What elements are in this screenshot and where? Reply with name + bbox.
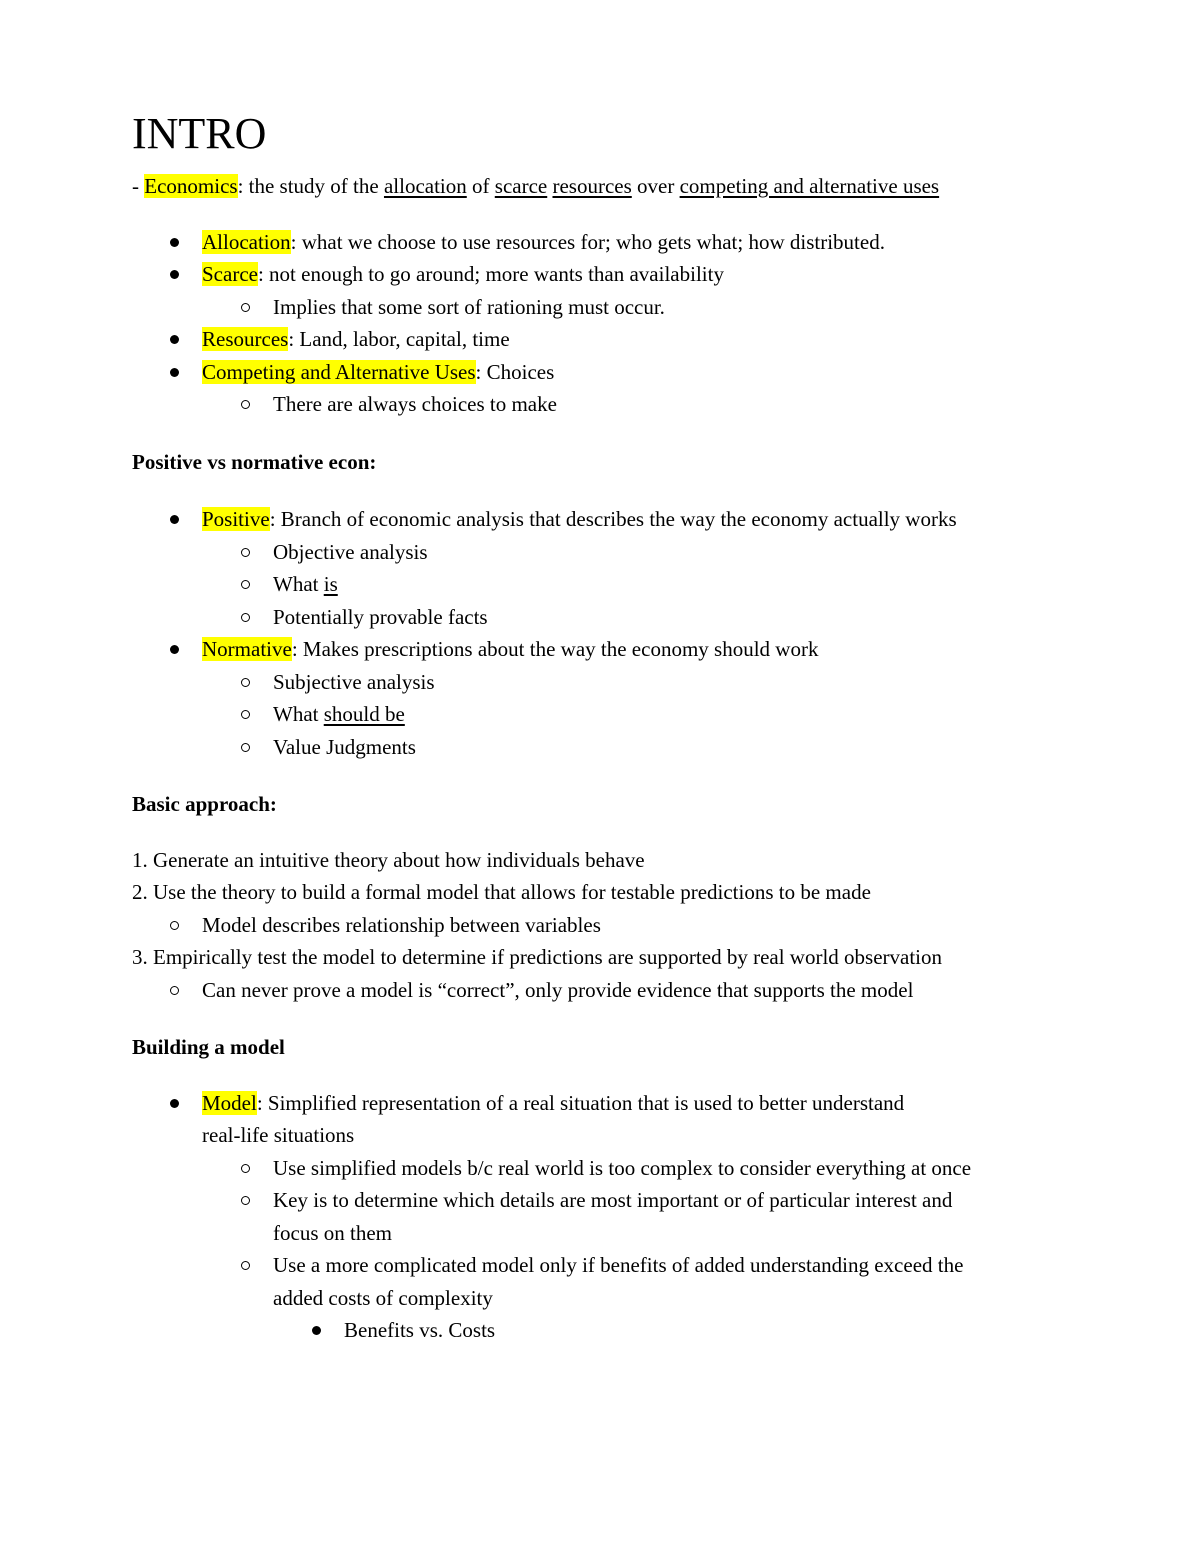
bullet-icon: [170, 1099, 179, 1108]
allocation-term: Allocation: [202, 229, 291, 254]
model-term: Model: [202, 1090, 257, 1115]
list-item: [132, 1314, 1072, 1347]
list-item: [132, 388, 1072, 421]
list-item: [132, 1184, 1072, 1217]
circle-bullet-icon: [241, 1164, 250, 1173]
sub-bullet-text: focus on them: [273, 1220, 392, 1245]
document-page: [132, 108, 1072, 1347]
positive-term: Positive: [202, 507, 270, 531]
list-item-continuation: [132, 1217, 1072, 1250]
circle-bullet-icon: [241, 743, 250, 752]
list-item: [132, 1249, 1072, 1282]
should-be-underlined: should be: [323, 702, 405, 726]
bullet-text: : Branch of economic analysis that describes the way the economy actually works: [269, 507, 957, 531]
sub-bullet-text: Objective analysis: [273, 539, 428, 564]
numbered-item: 2. Use the theory to build a formal model that allows for testable predictions to be made: [132, 880, 871, 904]
circle-bullet-icon: [241, 400, 250, 409]
circle-bullet-icon: [170, 921, 179, 930]
definition-text: : the study of the: [237, 174, 384, 198]
sub-bullet-text: Can never prove a model is “correct”, only provide evidence that supports the model: [202, 977, 914, 1002]
sub-bullet-text: Potentially provable facts: [273, 604, 488, 629]
circle-bullet-icon: [241, 1196, 250, 1205]
circle-bullet-icon: [241, 1261, 250, 1270]
section-heading-positive-normative: Positive vs normative econ:: [132, 449, 377, 474]
bullet-text: : Choices: [475, 359, 555, 384]
bullet-icon: [170, 238, 179, 247]
circle-bullet-icon: [241, 678, 250, 687]
list-item: [132, 698, 1072, 731]
bullet-text: : Land, labor, capital, time: [288, 327, 510, 351]
list-item: [132, 536, 1072, 569]
is-underlined: is: [323, 572, 338, 596]
sub-bullet-text: Value Judgments: [273, 734, 416, 759]
normative-term: Normative: [202, 637, 292, 661]
circle-bullet-icon: [241, 548, 250, 557]
circle-bullet-icon: [241, 710, 250, 719]
competing-term: Competing and Alternative Uses: [202, 359, 476, 384]
economics-definition: [132, 170, 1072, 203]
list-item: [132, 666, 1072, 699]
list-item: [132, 503, 1072, 536]
list-item: [132, 1087, 1072, 1120]
scarce-term: Scarce: [202, 262, 258, 286]
section-heading-building-model: Building a model: [132, 1035, 285, 1059]
bullet-icon: [170, 270, 179, 279]
bullet-text: real-life situations: [202, 1123, 355, 1147]
uses-underlined: competing and alternative uses: [679, 174, 940, 198]
scarce-underlined: scarce: [494, 174, 548, 198]
list-item-continuation: [132, 1282, 1072, 1315]
resources-underlined: resources: [552, 174, 632, 198]
list-item: [132, 291, 1072, 324]
sub-bullet-text: Implies that some sort of rationing must occur.: [273, 294, 665, 319]
list-item: [132, 974, 1072, 1007]
sub-bullet-text: Model describes relationship between variables: [202, 912, 601, 937]
sub-bullet-text: added costs of complexity: [273, 1285, 493, 1310]
dash: -: [132, 174, 145, 198]
list-item: [132, 731, 1072, 764]
page-title: INTRO: [132, 109, 267, 158]
economics-term: Economics: [144, 174, 238, 198]
bullet-text: : Simplified representation of a real situation that is used to better understand: [256, 1090, 905, 1115]
list-item: [132, 1152, 1072, 1185]
allocation-underlined: allocation: [383, 174, 467, 198]
list-item: [132, 633, 1072, 666]
list-item: [132, 323, 1072, 356]
bullet-icon: [170, 335, 179, 344]
list-item: [132, 909, 1072, 942]
bullet-text: : Makes prescriptions about the way the economy should work: [291, 637, 819, 661]
sub-bullet-text: Subjective analysis: [273, 669, 435, 694]
numbered-item: 1. Generate an intuitive theory about how individuals behave: [132, 847, 645, 872]
sub-bullet-text: What: [273, 572, 324, 596]
bullet-icon: [170, 368, 179, 377]
list-item: [132, 258, 1072, 291]
list-item-continuation: [132, 1119, 1072, 1152]
list-item: [132, 601, 1072, 634]
bullet-text: : what we choose to use resources for; who gets what; how distributed.: [290, 229, 885, 254]
bullet-icon: [170, 515, 179, 524]
list-item: [132, 356, 1072, 389]
bullet-icon: [312, 1326, 321, 1335]
numbered-item: 3. Empirically test the model to determine if predictions are supported by real world observation: [132, 945, 943, 969]
bullet-icon: [170, 645, 179, 654]
circle-bullet-icon: [170, 986, 179, 995]
section-heading-basic-approach: Basic approach:: [132, 792, 277, 816]
definition-text: of: [466, 174, 495, 198]
sub-bullet-text: Key is to determine which details are most important or of particular interest and: [273, 1188, 953, 1212]
bullet-text: : not enough to go around; more wants than availability: [257, 262, 724, 286]
sub-bullet-text: What: [273, 702, 324, 726]
circle-bullet-icon: [241, 303, 250, 312]
definition-text: over: [631, 174, 680, 198]
list-item: [132, 568, 1072, 601]
list-item: [132, 226, 1072, 259]
sub-bullet-text: Use a more complicated model only if benefits of added understanding exceed the: [273, 1253, 964, 1277]
circle-bullet-icon: [241, 613, 250, 622]
circle-bullet-icon: [241, 580, 250, 589]
sub-bullet-text: Use simplified models b/c real world is too complex to consider everything at once: [273, 1155, 972, 1180]
resources-term: Resources: [202, 327, 289, 351]
sub-bullet-text: There are always choices to make: [273, 392, 557, 416]
sub-sub-bullet-text: Benefits vs. Costs: [344, 1318, 496, 1342]
